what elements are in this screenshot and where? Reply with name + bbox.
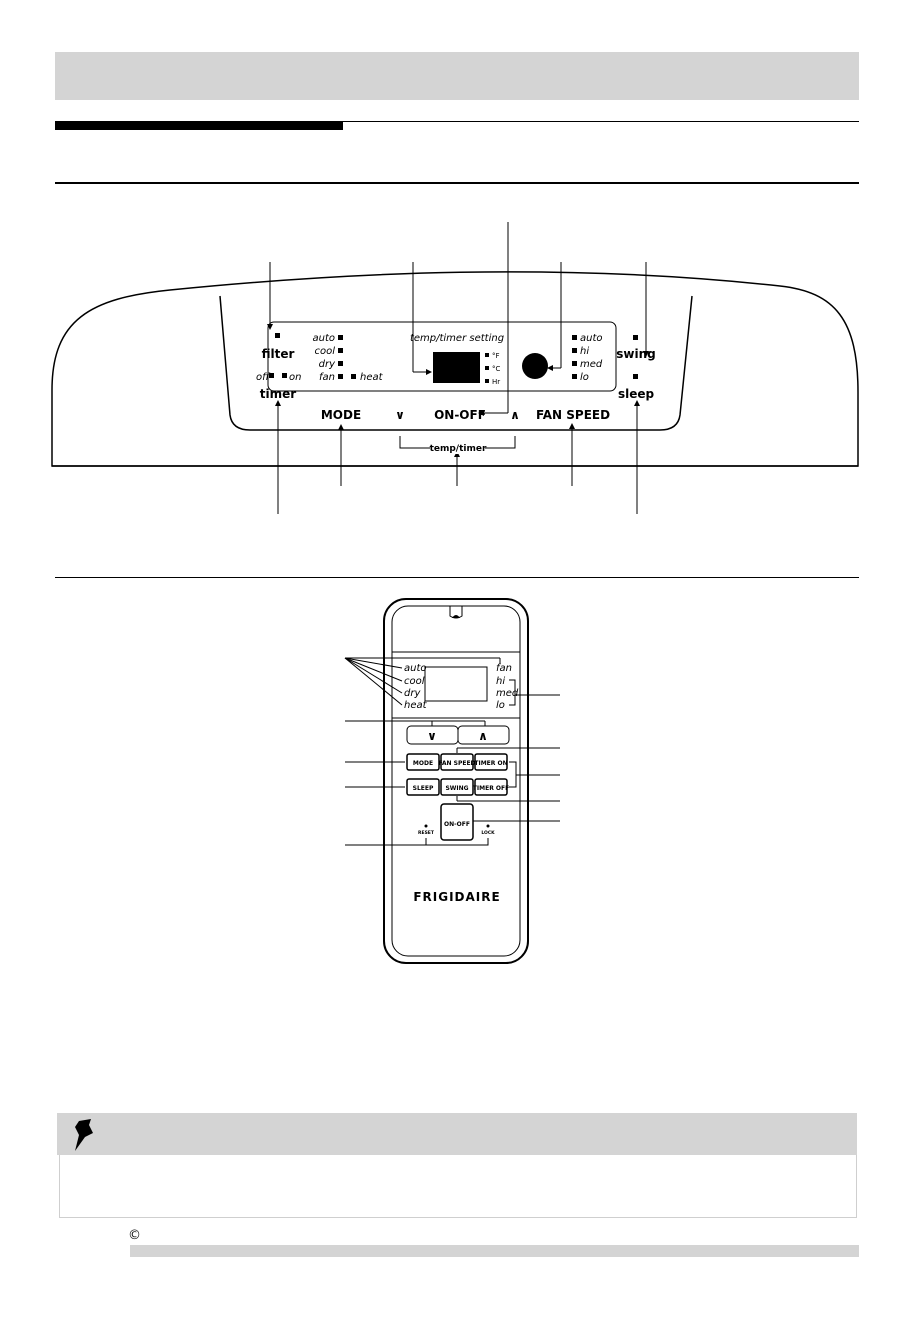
remote-fan-label: fan: [496, 663, 512, 674]
fan-item-med: med: [580, 359, 603, 370]
fan-item-auto: auto: [580, 333, 603, 344]
remote-timer-off-button[interactable]: TIMER OFF: [472, 785, 510, 792]
heat-led: [351, 374, 356, 379]
timer-on-label: on: [289, 372, 302, 383]
mode-item-dry: dry: [318, 359, 335, 370]
remote-up-button[interactable]: ∧: [478, 729, 488, 743]
timer-off-led: [269, 373, 274, 378]
section-accent-bar: [55, 121, 343, 130]
callout-display-arrow: [426, 369, 432, 375]
remote-diagram: [0, 590, 914, 970]
remote-on-off-button[interactable]: ON-OFF: [444, 821, 470, 828]
section-divider-top: [55, 182, 859, 184]
unit-f: °F: [492, 352, 500, 360]
remote-timer-on-button[interactable]: TIMER ON: [474, 760, 508, 767]
sleep-label: sleep: [617, 387, 655, 401]
fan-item-hi: hi: [580, 346, 590, 357]
control-panel-diagram: [0, 190, 914, 520]
remote-mode-button[interactable]: MODE: [412, 760, 434, 767]
remote-fan-med: med: [496, 688, 519, 699]
swing-led: [633, 335, 638, 340]
remote-fan-lo: lo: [496, 700, 505, 711]
section-divider-bottom: [55, 577, 859, 578]
down-button[interactable]: ∨: [395, 408, 405, 422]
unit-c: °C: [492, 365, 501, 373]
filter-label: filter: [261, 347, 295, 361]
note-body: [59, 1155, 857, 1218]
note-header: [57, 1113, 857, 1155]
remote-mode-cool: cool: [404, 676, 425, 687]
fan-speed-button[interactable]: FAN SPEED: [535, 408, 611, 422]
reset-pinhole: [425, 825, 428, 828]
header-bar: [55, 52, 859, 100]
temp-timer-label: temp/timer: [429, 444, 487, 454]
timer-off-label: off: [256, 372, 270, 383]
remote-mode-auto: auto: [404, 663, 427, 674]
mode-item-auto: auto: [312, 333, 335, 344]
remote-fan-speed-button[interactable]: FAN SPEED: [438, 760, 476, 767]
up-button[interactable]: ∧: [510, 408, 520, 422]
brand-logo: FRIGIDAIRE: [413, 890, 501, 904]
copyright-symbol: ©: [128, 1228, 141, 1243]
on-off-button[interactable]: ON-OFF: [434, 408, 486, 422]
unit-hr: Hr: [492, 378, 501, 386]
remote-lcd: [425, 667, 487, 701]
remote-sensor: [522, 353, 548, 379]
remote-reset-button[interactable]: RESET: [418, 831, 434, 836]
fan-item-lo: lo: [580, 372, 589, 383]
remote-mode-heat: heat: [404, 700, 427, 711]
remote-lock-button[interactable]: LOCK: [481, 831, 495, 836]
remote-mode-dry: dry: [404, 688, 421, 699]
footer-bar: [130, 1245, 859, 1257]
remote-down-button[interactable]: ∨: [427, 729, 437, 743]
timer-label: timer: [259, 387, 297, 401]
mode-item-fan: fan: [319, 372, 335, 383]
remote-fan-hi: hi: [496, 676, 506, 687]
mode-item-cool: cool: [314, 346, 335, 357]
remote-swing-button[interactable]: SWING: [445, 785, 469, 792]
mode-item-heat: heat: [360, 372, 383, 383]
mode-button[interactable]: MODE: [320, 408, 362, 422]
timer-on-led: [282, 373, 287, 378]
remote-sleep-button[interactable]: SLEEP: [412, 785, 434, 792]
section-underline: [343, 121, 859, 122]
display-title: temp/timer setting: [409, 333, 505, 344]
sleep-led: [633, 374, 638, 379]
lock-pinhole: [487, 825, 490, 828]
swing-label: swing: [616, 347, 656, 361]
digital-display: [433, 352, 480, 383]
filter-led: [275, 333, 280, 338]
pushpin-icon: [65, 1115, 105, 1155]
